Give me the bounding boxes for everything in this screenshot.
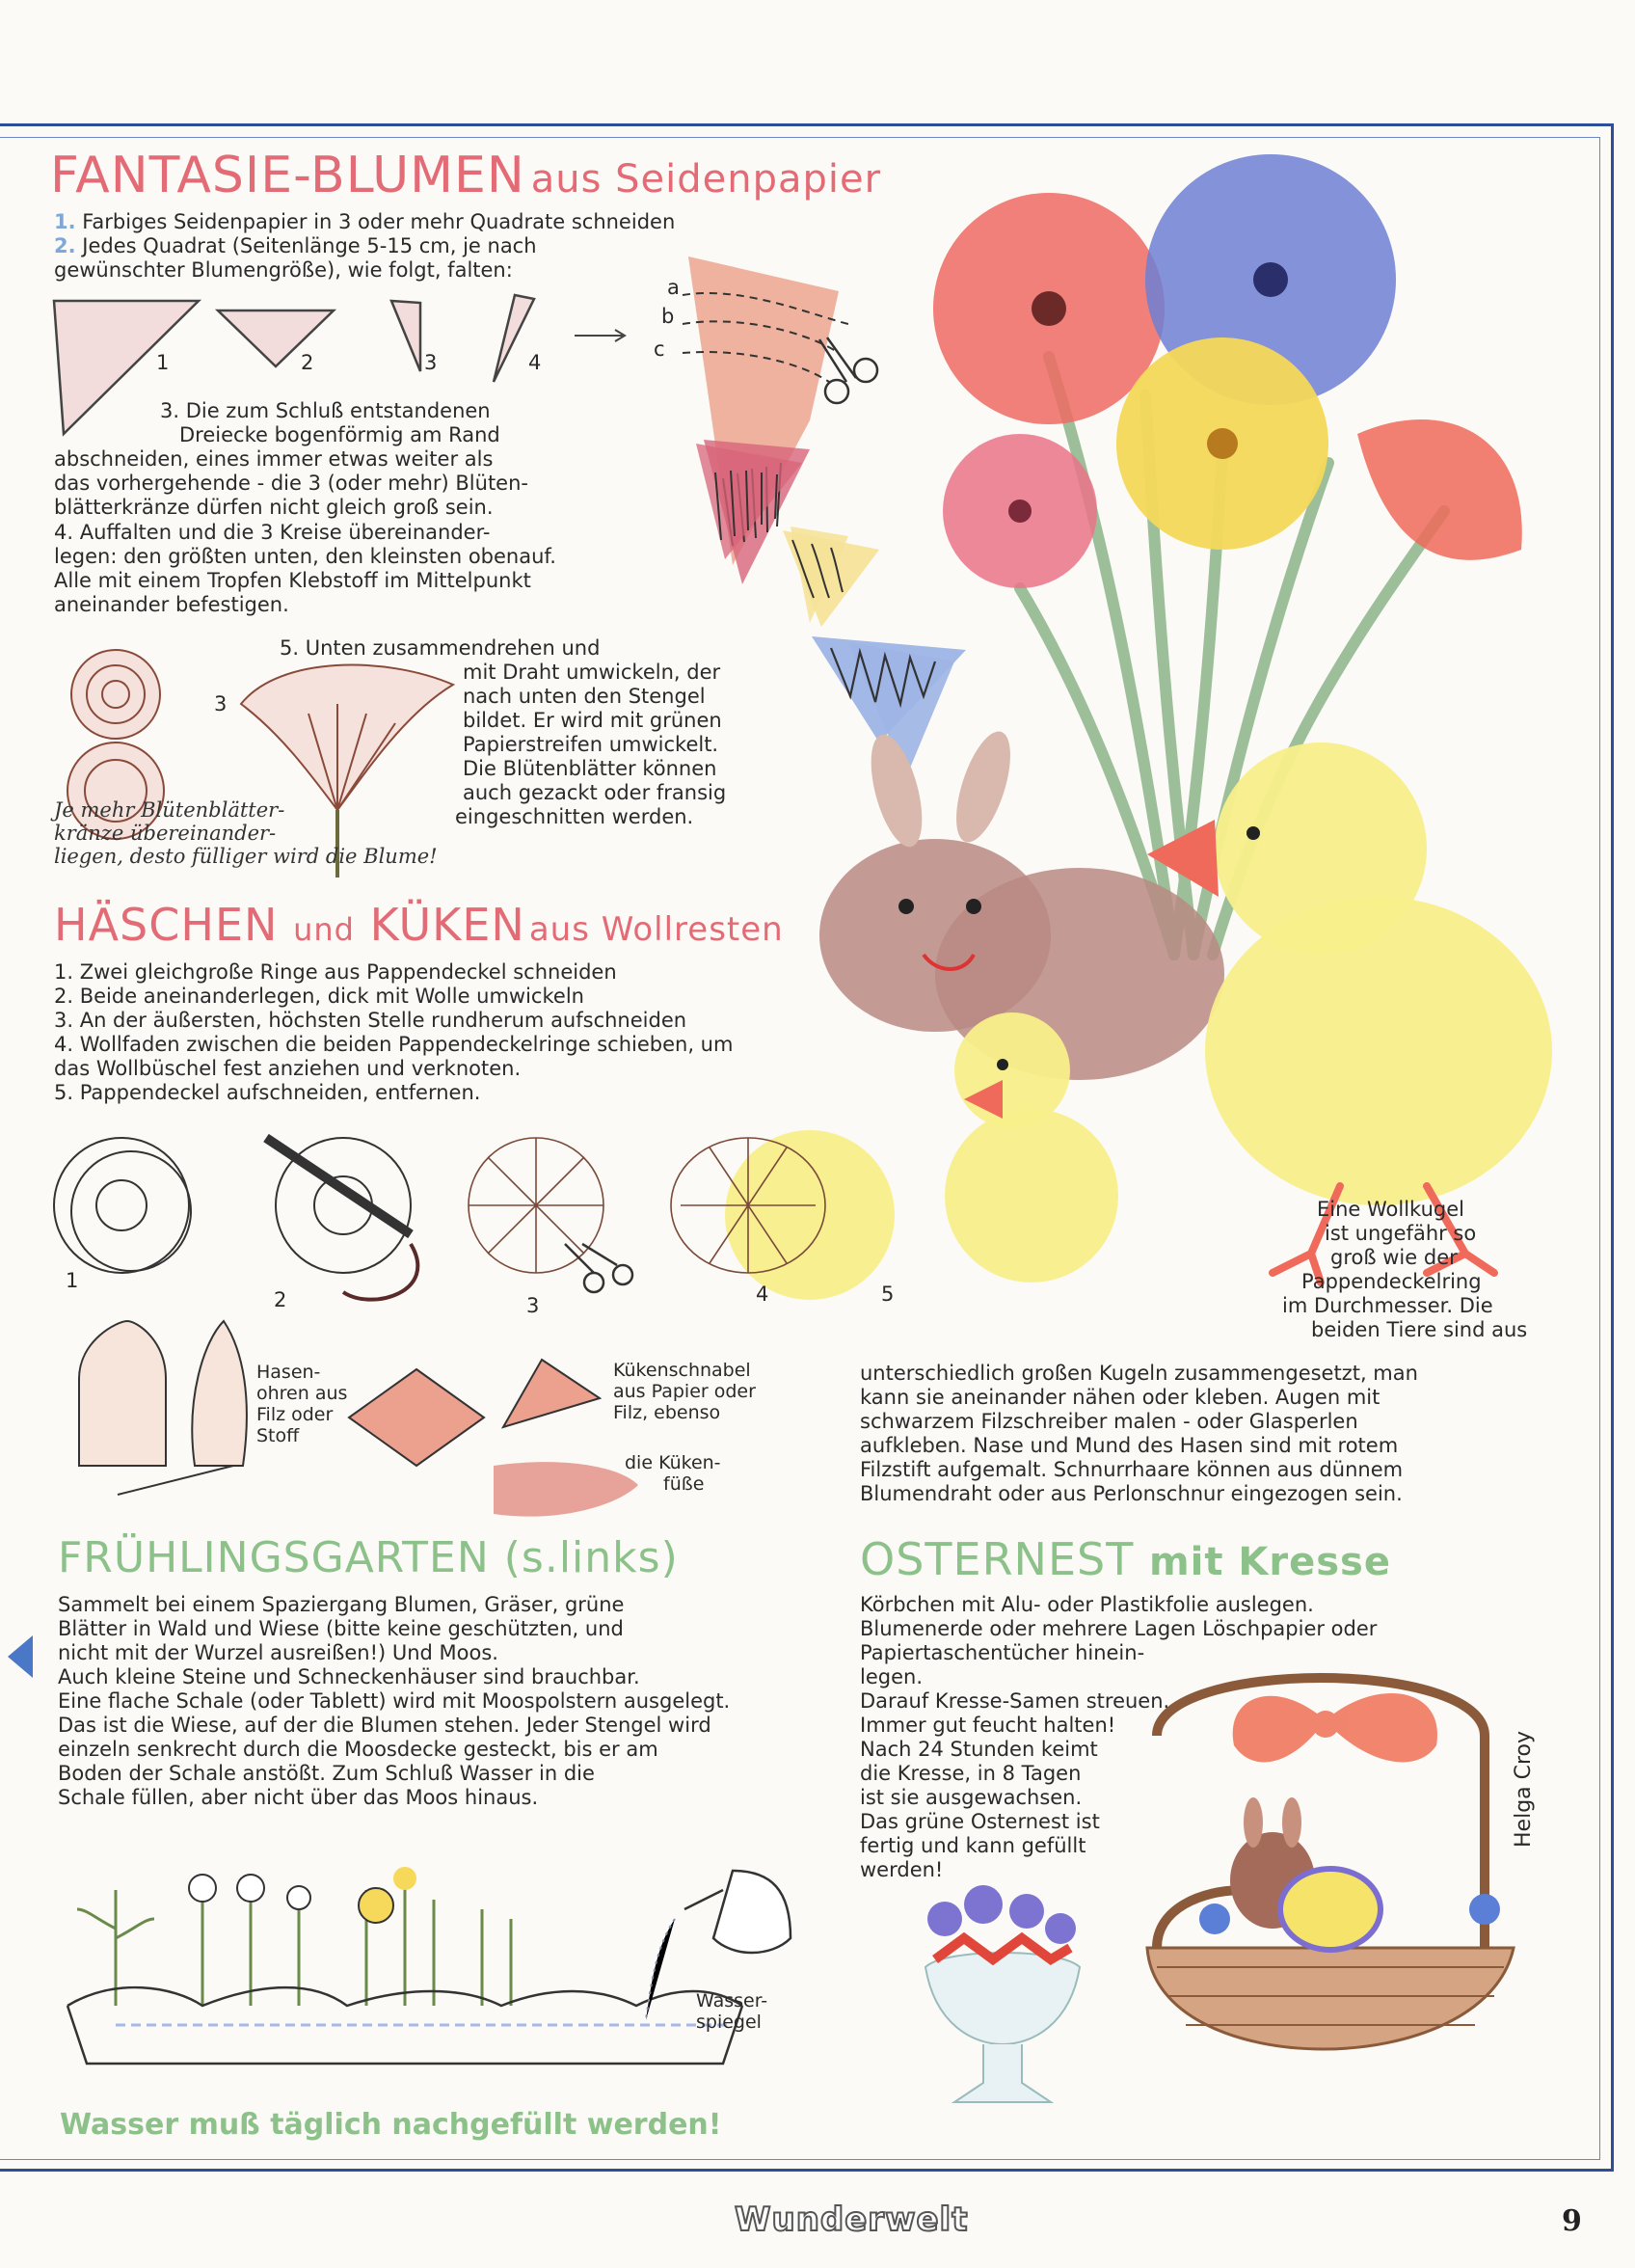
section3-body: Sammelt bei einem Spaziergang Blumen, Gräser, grüne Blätter in Wald und Wiese (bitte keine geschützten, und nicht mit der Wurzel ausreißen!) Und Moos. Auch kleine Steine und Schneckenhäuser sind brauchbar. Eine flache Schale (oder Tablett) wird mit Moospolstern ausgelegt. Das ist die Wiese, auf der die Blumen stehen. Jeder Stengel wird einzeln senkrecht durch die Moosdecke gesteckt, bis er am Boden der Schale anstößt. Zum Schluß Wasser in die Schale füllen, aber nicht über das Moos hinaus. bbox=[58, 1593, 731, 1809]
pompom-label-5: 5 bbox=[881, 1282, 895, 1306]
section4-title: OSTERNEST mit Kresse bbox=[860, 1533, 1391, 1585]
pompom-diagrams bbox=[54, 1119, 825, 1340]
section1-step-2: 2. Jedes Quadrat (Seitenlänge 5-15 cm, je nach bbox=[54, 234, 537, 257]
pompom-step-1-icon bbox=[54, 1138, 191, 1273]
cut-label-c: c bbox=[654, 338, 665, 361]
page-marker-triangle-icon bbox=[8, 1635, 33, 1678]
pompom-label-4: 4 bbox=[756, 1282, 769, 1306]
watering-jug-icon bbox=[684, 1871, 791, 1953]
section3-title: FRÜHLINGSGARTEN (s.links) bbox=[58, 1533, 679, 1582]
section1-title bbox=[50, 147, 881, 204]
page-number: 9 bbox=[1562, 2204, 1582, 2238]
orange-flower-icon bbox=[1357, 419, 1522, 560]
yellow-flower-icon bbox=[1116, 338, 1328, 550]
fold-label-3: 3 bbox=[424, 351, 438, 374]
bow-icon bbox=[1233, 1693, 1437, 1762]
easter-egg-icon bbox=[1280, 1869, 1380, 1950]
fold-step-2-icon bbox=[218, 310, 334, 366]
section1-title-main: FANTASIE-BLUMEN bbox=[50, 147, 525, 204]
section1-step3: 3. Die zum Schluß entstandenen Dreiecke bogenförmig am Rand abschneiden, eines immer etwas weiter als das vorhergehende - die 3 (oder mehr) Blüten- blätterkränze dürfen nicht gleich groß sein. bbox=[54, 399, 528, 519]
pompom-label-1: 1 bbox=[66, 1269, 79, 1292]
pink-flower-icon bbox=[943, 434, 1097, 588]
fold-step-3-icon bbox=[391, 301, 420, 371]
section3-footer: Wasser muß täglich nachgefüllt werden! bbox=[60, 2108, 722, 2142]
egg-cup-icon bbox=[925, 1885, 1080, 2102]
easter-nest-illustration bbox=[868, 1659, 1542, 2112]
section2-continuation: unterschiedlich großen Kugeln zusammengesetzt, man kann sie aneinander nähen oder kleben. Augen mit schwarzem Filzschreiber malen - oder Glasperlen aufkleben. Nase und Mund des Hasen sind mit rotem Filzstift aufgemalt. Schnurrhaare können aus dünnem Blumendraht oder aus Perlonschnur eingezogen sein. bbox=[860, 1362, 1418, 1505]
section4-body: Körbchen mit Alu- oder Plastikfolie auslegen. Blumenerde oder mehrere Lagen Löschpapier oder Papiertaschentücher hinein- legen. Darauf Kresse-Samen streuen. Immer gut feucht halten! Nach 24 Stunden keimt die Kresse, in 8 Tagen ist sie ausgewachsen. Das grüne Osternest ist fertig und kann gefüllt werden! bbox=[860, 1593, 1378, 1881]
pompom-label-2: 2 bbox=[274, 1288, 287, 1311]
section2-title: HÄSCHEN und KÜKEN aus Wollresten bbox=[54, 899, 784, 951]
cut-label-a: a bbox=[667, 276, 680, 299]
assembly-fig-label: 3 bbox=[214, 692, 228, 716]
section1-step4: 4. Auffalten und die 3 Kreise übereinander- legen: den größten unten, den kleinsten obenauf. Alle mit einem Tropfen Klebstoff im Mittelpunkt aneinander befestigen. bbox=[54, 521, 556, 616]
garden-tray-illustration bbox=[58, 1851, 791, 2083]
beak-fold-icon bbox=[503, 1360, 600, 1427]
section1-step5: 5. Unten zusammendrehen und mit Draht umwickeln, der nach unten den Stengel bildet. Er wird mit grünen Papierstreifen umwickelt. Die Blütenblätter können auch gezackt oder fransig eingeschnitten werden. bbox=[280, 636, 727, 828]
section2-steps: 1. Zwei gleichgroße Ringe aus Pappendeckel schneiden 2. Beide aneinanderlegen, dick mit Wolle umwickeln 3. An der äußersten, höchsten Stelle rundherum aufschneiden 4. Wollfaden zwischen die beiden Pappendeckelringe schieben, um das Wollbüschel fest anziehen und verknoten. 5. Pappendeckel aufschneiden, entfernen. bbox=[54, 960, 734, 1104]
scissors-icon bbox=[565, 1244, 632, 1292]
beak-square-icon bbox=[349, 1369, 484, 1466]
flower-heads bbox=[189, 1867, 416, 1923]
feet-label: die Küken- füße bbox=[625, 1452, 721, 1495]
section2-ball-note: Eine Wollkugel ist ungefähr so groß wie der Pappendeckelring im Durchmesser. Die beiden Tiere sind aus bbox=[1282, 1198, 1528, 1341]
section1-step-1: 1. Farbiges Seidenpapier in 3 oder mehr Quadrate schneiden bbox=[54, 210, 676, 233]
section1-steps bbox=[54, 210, 675, 283]
fold-label-2: 2 bbox=[301, 351, 314, 374]
beak-label: Kükenschnabel aus Papier oder Filz, ebenso bbox=[613, 1360, 756, 1423]
fold-label-4: 4 bbox=[528, 351, 542, 374]
cut-label-b: b bbox=[661, 305, 675, 328]
section1-note: Je mehr Blütenblätter- kränze übereinander- liegen, desto fülliger wird die Blume! bbox=[54, 798, 438, 868]
section1-step-2-cont: gewünschter Blumengröße), wie folgt, falten: bbox=[54, 258, 513, 282]
pompom-step-4-icon bbox=[671, 1138, 825, 1273]
red-flower-icon bbox=[933, 193, 1165, 424]
pompom-label-3: 3 bbox=[526, 1294, 540, 1317]
ears-label: Hasen- ohren aus Filz oder Stoff bbox=[256, 1362, 348, 1446]
fold-label-1: 1 bbox=[156, 351, 170, 374]
pompom-step-3-icon bbox=[469, 1138, 603, 1273]
pompom-step-2-icon bbox=[266, 1138, 417, 1300]
brand-logo: Wunderwelt bbox=[735, 2200, 969, 2239]
bunny-ear-icon bbox=[79, 1321, 247, 1466]
water-level-label: Wasser- spiegel bbox=[696, 1990, 768, 2033]
section1-title-sub: aus Seidenpapier bbox=[530, 157, 882, 202]
signature: Helga Croy bbox=[1512, 1730, 1536, 1848]
